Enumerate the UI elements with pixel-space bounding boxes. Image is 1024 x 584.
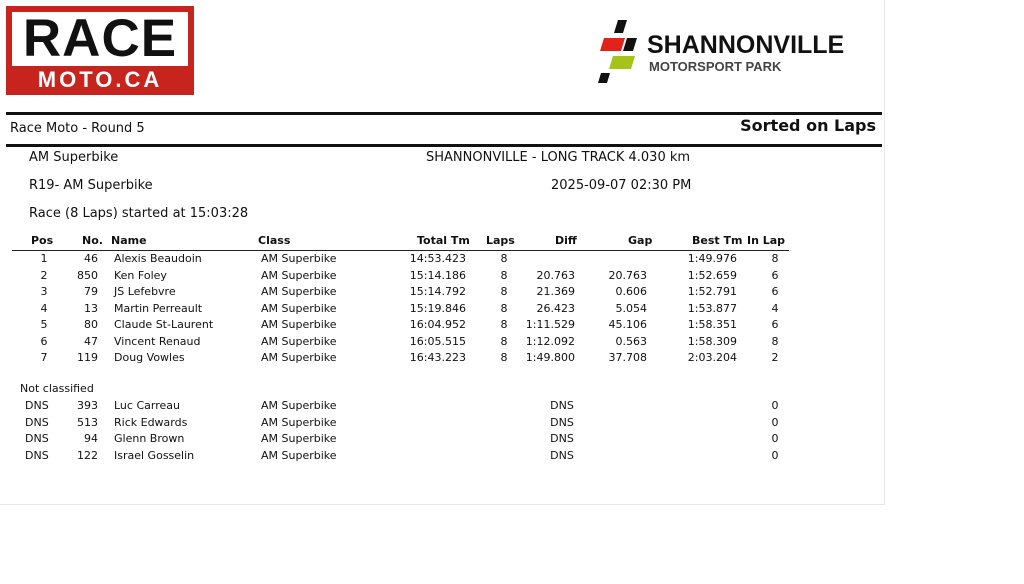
cell-class: AM Superbike: [261, 301, 337, 315]
cell-gap: 0.606: [615, 285, 647, 298]
cell-inlap: 6: [771, 285, 779, 298]
cell-class: AM Superbike: [261, 399, 337, 412]
cell-pos: 7: [40, 351, 48, 364]
cell-inlap: 4: [771, 301, 779, 315]
cell-diff: DNS: [550, 415, 574, 429]
cell-best: 2:03.204: [687, 351, 737, 364]
cell-pos: 4: [40, 301, 48, 315]
shannonville-flag-icon: [597, 20, 647, 84]
cell-diff: DNS: [550, 432, 574, 445]
not-classified-label: Not classified: [20, 382, 94, 395]
cell-class: AM Superbike: [261, 334, 337, 348]
cell-pos: DNS: [25, 432, 49, 445]
cell-name: Martin Perreault: [114, 301, 203, 315]
cell-inlap: 2: [771, 351, 779, 364]
cell-name: Alexis Beaudoin: [114, 252, 202, 265]
col-inlap[interactable]: In Lap: [747, 234, 786, 247]
cell-diff: 1:49.800: [525, 351, 575, 364]
cell-diff: 1:12.092: [525, 334, 575, 348]
shannonville-logo[interactable]: [597, 20, 879, 84]
cell-class: AM Superbike: [261, 268, 337, 282]
racemoto-logo-bottom: MOTO.CA: [37, 67, 163, 92]
dns-row[interactable]: [0, 415, 884, 431]
cell-gap: 20.763: [608, 268, 647, 282]
cell-no: 94: [84, 432, 98, 445]
cell-gap: 45.106: [608, 318, 647, 331]
cell-name: Israel Gosselin: [114, 448, 195, 462]
cell-total: 15:14.186: [409, 268, 466, 282]
cell-laps: 8: [500, 285, 508, 298]
col-pos[interactable]: Pos: [31, 234, 54, 247]
cell-laps: 8: [500, 252, 508, 265]
cell-inlap: 8: [771, 252, 779, 265]
col-gap[interactable]: Gap: [628, 234, 653, 247]
cell-class: AM Superbike: [261, 448, 337, 462]
dns-row[interactable]: [0, 431, 884, 447]
cell-name: Glenn Brown: [114, 432, 185, 445]
dns-row[interactable]: [0, 398, 884, 414]
result-row[interactable]: [0, 334, 884, 350]
cell-inlap: 6: [771, 318, 779, 331]
cell-name: Ken Foley: [114, 268, 167, 282]
cell-class: AM Superbike: [261, 351, 337, 364]
cell-no: 513: [77, 415, 98, 429]
cell-name: Claude St-Laurent: [114, 318, 214, 331]
track-name: SHANNONVILLE - LONG TRACK 4.030 km: [426, 150, 691, 165]
cell-total: 15:14.792: [409, 285, 466, 298]
cell-class: AM Superbike: [261, 415, 337, 429]
cell-pos: 6: [40, 334, 48, 348]
session-name: R19- AM Superbike: [29, 178, 153, 193]
cell-class: AM Superbike: [261, 318, 337, 331]
cell-inlap: 0: [771, 399, 779, 412]
header-rule-bottom: [6, 144, 882, 147]
cell-no: 393: [77, 399, 98, 412]
cell-name: Rick Edwards: [114, 415, 188, 429]
cell-no: 79: [84, 285, 98, 298]
shannonville-title: SHANNONVILLE: [647, 31, 845, 59]
col-laps[interactable]: Laps: [486, 234, 515, 247]
cell-laps: 8: [500, 301, 508, 315]
cell-best: 1:53.877: [687, 301, 737, 315]
event-title: Race Moto - Round 5: [10, 121, 145, 136]
cell-class: AM Superbike: [261, 432, 337, 445]
cell-no: 46: [84, 252, 98, 265]
cell-name: Doug Vowles: [114, 351, 185, 364]
cell-diff: 26.423: [536, 301, 575, 315]
racemoto-logo[interactable]: [6, 6, 194, 95]
result-row[interactable]: [0, 301, 884, 317]
header-rule-top: [6, 112, 882, 115]
sort-label: Sorted on Laps: [740, 116, 876, 135]
cell-name: JS Lefebvre: [114, 285, 176, 298]
cell-inlap: 0: [771, 448, 779, 462]
cell-inlap: 0: [771, 432, 779, 445]
dns-row[interactable]: [0, 448, 884, 464]
col-class[interactable]: Class: [258, 234, 291, 247]
cell-best: 1:49.976: [687, 252, 737, 265]
cell-laps: 8: [500, 351, 508, 364]
cell-diff: DNS: [550, 448, 574, 462]
cell-best: 1:58.309: [687, 334, 737, 348]
cell-diff: DNS: [550, 399, 574, 412]
cell-no: 119: [77, 351, 98, 364]
cell-class: AM Superbike: [261, 285, 337, 298]
race-start: Race (8 Laps) started at 15:03:28: [29, 206, 249, 221]
cell-pos: 2: [40, 268, 48, 282]
result-row[interactable]: [0, 284, 884, 300]
result-row[interactable]: [0, 268, 884, 284]
cell-name: Luc Carreau: [114, 399, 180, 412]
result-row[interactable]: [0, 317, 884, 333]
result-row[interactable]: [0, 251, 884, 267]
cell-best: 1:52.791: [687, 285, 737, 298]
cell-total: 15:19.846: [409, 301, 466, 315]
results-table-header: [12, 234, 789, 251]
cell-name: Vincent Renaud: [114, 334, 201, 348]
cell-pos: DNS: [25, 415, 49, 429]
cell-inlap: 6: [771, 268, 779, 282]
cell-best: 1:52.659: [687, 268, 737, 282]
cell-gap: 5.054: [615, 301, 647, 315]
cell-inlap: 0: [771, 415, 779, 429]
cell-pos: DNS: [25, 399, 49, 412]
cell-no: 122: [77, 448, 98, 462]
cell-pos: 1: [40, 252, 48, 265]
cell-diff: 1:11.529: [525, 318, 575, 331]
cell-laps: 8: [500, 268, 508, 282]
cell-total: 14:53.423: [409, 252, 466, 265]
cell-pos: 3: [40, 285, 48, 298]
cell-no: 13: [84, 301, 98, 315]
racemoto-logo-top: RACE: [22, 9, 178, 68]
cell-total: 16:04.952: [409, 318, 466, 331]
cell-no: 850: [77, 268, 98, 282]
cell-inlap: 8: [771, 334, 779, 348]
shannonville-subtitle: MOTORSPORT PARK: [649, 59, 782, 74]
cell-total: 16:05.515: [409, 334, 466, 348]
cell-laps: 8: [500, 334, 508, 348]
session-datetime: 2025-09-07 02:30 PM: [551, 178, 692, 193]
cell-gap: 0.563: [615, 334, 647, 348]
cell-no: 47: [84, 334, 98, 348]
col-best[interactable]: Best Tm: [692, 234, 743, 247]
cell-pos: DNS: [25, 448, 49, 462]
result-row[interactable]: [0, 350, 884, 366]
cell-diff: 21.369: [536, 285, 575, 298]
col-no[interactable]: No.: [82, 234, 103, 247]
cell-pos: 5: [40, 318, 48, 331]
cell-best: 1:58.351: [687, 318, 737, 331]
col-name[interactable]: Name: [111, 234, 147, 247]
cell-laps: 8: [500, 318, 508, 331]
cell-total: 16:43.223: [409, 351, 466, 364]
col-total[interactable]: Total Tm: [417, 234, 470, 247]
cell-class: AM Superbike: [261, 252, 337, 265]
cell-gap: 37.708: [608, 351, 647, 364]
class-name: AM Superbike: [29, 150, 119, 165]
cell-diff: 20.763: [536, 268, 575, 282]
cell-no: 80: [84, 318, 98, 331]
col-diff[interactable]: Diff: [555, 234, 577, 247]
